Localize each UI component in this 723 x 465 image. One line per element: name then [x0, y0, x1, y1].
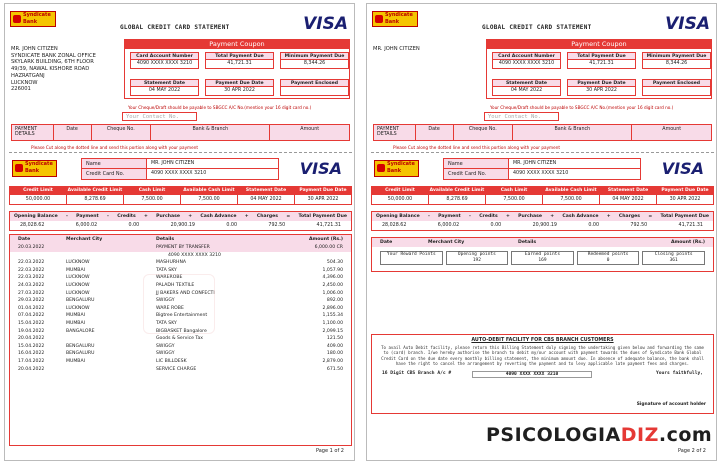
balance-op: - — [427, 214, 430, 219]
balance-label: Opening Balance — [14, 214, 58, 219]
coupon-value: 4090 XXXX XXXX 3210 — [492, 60, 561, 69]
summary-label: Payment Due Date — [657, 187, 713, 195]
statement-page-1 — [4, 3, 355, 461]
name-card-box — [443, 158, 641, 180]
coupon-label: Payment Due Date — [205, 79, 274, 87]
tx-details: SWIGGY — [156, 298, 175, 304]
tx-col: Date — [18, 237, 31, 242]
tx-details: MASHURHNA — [156, 260, 187, 266]
address-line: HAZRATGANJ — [11, 72, 45, 79]
tx-details: TATA SKY — [156, 267, 177, 273]
tx-amount: 2,879.00 — [322, 358, 343, 364]
balance-label: Total Payment Due — [298, 214, 347, 219]
tx-date: 01.04.2022 — [18, 305, 45, 311]
bank-logo-icon — [15, 164, 23, 172]
tx-city: MUMBAI — [66, 358, 85, 364]
tx-details: WAREROBE — [156, 275, 183, 281]
summary-value: 04 MAY 2022 — [250, 197, 282, 202]
customer-address — [11, 46, 116, 93]
balance-value: 20,900.19 — [532, 223, 557, 228]
coupon-value: 41,721.31 — [205, 60, 274, 69]
balance-label: Cash Advance — [562, 214, 599, 219]
bank-logo — [372, 11, 418, 27]
balance-label: Charges — [618, 214, 641, 219]
cheque-note: Your Cheque/Draft should be payable to SBGCC A/C No.(mention your 16 digit card no.) — [490, 105, 674, 110]
auto-debit-title: AUTO-DEBIT FACILITY FOR CBS BRANCH CUSTOMERS — [471, 338, 614, 343]
reward-label: Closing points — [654, 252, 693, 257]
yours-faithfully: Yours faithfully, — [655, 370, 703, 376]
balance-value: 0.00 — [128, 223, 140, 228]
tx-amount: 892.00 — [326, 298, 343, 304]
summary-value: 50,000.00 — [387, 197, 413, 202]
contact-number-field[interactable]: Your Contact No. — [484, 112, 559, 121]
summary-label: Payment Due Date — [295, 187, 351, 195]
tx-date: 20.04.2022 — [18, 336, 45, 342]
balance-op: + — [188, 214, 193, 219]
visa-logo: VISA — [303, 14, 348, 34]
coupon-label: Card Account Number — [492, 52, 561, 60]
visa-logo: VISA — [665, 14, 710, 34]
balance-op: = — [286, 214, 291, 219]
tx-city: BENGALURU — [66, 343, 95, 349]
balance-value: 792.50 — [268, 223, 286, 228]
address-line: SYNDICATE BANK ZONAL OFFICE — [11, 52, 96, 59]
customer-address — [373, 46, 478, 53]
summary-label: Statement Date — [600, 187, 656, 195]
coupon-value: 8,344.26 — [280, 60, 349, 69]
tx-date: 16.04.2022 — [18, 351, 45, 357]
reward-col: Amount (Rs.) — [670, 240, 705, 245]
table-row — [10, 366, 351, 374]
balance-label: Cash Advance — [200, 214, 237, 219]
address-line: SKYLARK BUILDING, 6TH FLOOR — [11, 59, 94, 66]
payment-col: Cheque No. — [454, 125, 514, 140]
account-number-label: 16 Digit CBS Branch A/c # — [382, 370, 452, 376]
reward-value: 0 — [606, 258, 610, 263]
account-number-field[interactable]: 4090 XXXX XXXX 3210 — [472, 371, 592, 378]
balance-op: - — [65, 214, 68, 219]
payment-enclosed-field[interactable] — [642, 87, 711, 96]
tx-date: 19.04.2022 — [18, 328, 45, 334]
tx-date: 15.04.2022 — [18, 343, 45, 349]
visa-logo: VISA — [299, 159, 342, 178]
balance-op: - — [469, 214, 471, 219]
payment-details-label: PAYMENT DETAILS — [12, 125, 54, 140]
tx-col: Amount (Rs.) — [308, 237, 343, 242]
payment-col: Date — [416, 125, 454, 140]
bank-logo-icon — [13, 15, 21, 23]
tx-col: Details — [156, 237, 175, 242]
card-label: Credit Card No. — [448, 171, 487, 177]
tx-city: MUMBAI — [66, 320, 85, 326]
balance-op: = — [648, 214, 653, 219]
tx-amount: 2,450.00 — [322, 282, 343, 288]
page-number: Page 2 of 2 — [677, 448, 706, 454]
coupon-value: 4090 XXXX XXXX 3210 — [130, 60, 199, 69]
balance-row — [371, 211, 714, 231]
payment-coupon — [124, 39, 350, 99]
tx-col: Merchant City — [66, 237, 103, 242]
tx-details: PAYMENT BY TRANSFER — [156, 245, 210, 250]
balance-label: Total Payment Due — [660, 214, 709, 219]
summary-value: 30 APR 2022 — [307, 197, 339, 202]
tx-city: MUMBAI — [66, 313, 85, 319]
coupon-value: 30 APR 2022 — [205, 87, 274, 96]
balance-label: Purchase — [518, 214, 542, 219]
reward-col: Merchant City — [428, 240, 465, 245]
payment-details-bar — [11, 124, 350, 141]
reward-value: 361 — [669, 258, 678, 263]
balance-value: 6,000.02 — [437, 223, 460, 228]
reward-cell — [577, 251, 640, 265]
payment-coupon — [486, 39, 712, 99]
summary-row — [9, 186, 352, 205]
name-label: Name — [86, 161, 101, 167]
reward-label: Earned points — [524, 252, 561, 257]
reward-label: Your Reward Points — [386, 252, 436, 257]
cut-line — [371, 152, 714, 153]
reward-cell — [380, 251, 443, 265]
balance-value: 0.00 — [490, 223, 502, 228]
bank-name: Syndicate Bank — [385, 12, 413, 25]
tx-amount: 1,057.90 — [322, 267, 343, 273]
tx-city: LUCKNOW — [66, 305, 90, 311]
tx-date: 17.04.2022 — [18, 358, 45, 364]
coupon-value: 30 APR 2022 — [567, 87, 636, 96]
coupon-label: Statement Date — [130, 79, 199, 87]
summary-label: Credit Limit — [372, 187, 428, 195]
coupon-header: Payment Coupon — [487, 40, 711, 49]
tx-details: Bigtree Entertainment — [156, 313, 208, 319]
tx-details: LIC BILLDESK — [156, 358, 187, 364]
summary-value: 7,500.00 — [141, 197, 163, 202]
bank-logo — [10, 11, 56, 27]
bank-name: Syndicate Bank — [23, 12, 51, 25]
tx-amount: 2,896.00 — [322, 305, 343, 311]
coupon-label: Total Payment Due — [567, 52, 636, 60]
tx-date: 22.03.2022 — [18, 267, 45, 273]
tx-details: SERVICE CHARGE — [156, 366, 197, 372]
watermark-accent: DIZ — [620, 424, 659, 446]
reward-cell — [511, 251, 574, 265]
balance-value: 0.00 — [226, 223, 238, 228]
statement-title: GLOBAL CREDIT CARD STATEMENT — [482, 24, 592, 31]
balance-label: Payment — [438, 214, 461, 219]
bank-logo — [12, 160, 57, 177]
cheque-note: Your Cheque/Draft should be payable to SBGCC A/C No.(mention your 16 digit card no.) — [128, 105, 312, 110]
name-card-box — [81, 158, 279, 180]
balance-label: Payment — [76, 214, 99, 219]
summary-label: Available Credit Limit — [67, 188, 123, 193]
tx-amount: 4,396.00 — [322, 275, 343, 281]
summary-row — [371, 186, 714, 205]
balance-label: Credits — [117, 214, 136, 219]
tx-amount: 409.00 — [326, 343, 343, 349]
summary-value: 8,278.69 — [446, 197, 468, 202]
summary-value: 30 APR 2022 — [669, 197, 701, 202]
reward-cell — [446, 251, 509, 265]
tx-details: Goods & Service Tax — [156, 336, 204, 342]
payment-col: Amount — [300, 127, 320, 132]
coupon-value: 8,344.26 — [642, 60, 711, 69]
balance-value: 0.00 — [588, 223, 600, 228]
payment-col: Cheque No. — [92, 125, 152, 140]
visa-logo: VISA — [661, 159, 704, 178]
cut-line — [9, 152, 352, 153]
table-row — [10, 259, 351, 267]
tx-city: LUCKNOW — [66, 275, 90, 281]
payment-col: Bank & Branch — [151, 125, 270, 140]
balance-label: Opening Balance — [376, 214, 420, 219]
watermark-suffix: .com — [658, 424, 713, 446]
table-row — [10, 358, 351, 366]
name-value: MR. JOHN CITIZEN — [508, 159, 640, 168]
tx-city — [66, 335, 156, 343]
tx-amount: 121.50 — [326, 336, 343, 342]
name-value: MR. JOHN CITIZEN — [146, 159, 278, 168]
coupon-label: Minimum Payment Due — [642, 52, 711, 60]
balance-label: Credits — [479, 214, 498, 219]
tx-amount: 6,000.00 CR — [314, 245, 343, 250]
payment-col: Amount — [662, 127, 682, 132]
reward-label: Redeemed points — [587, 252, 629, 257]
contact-number-field[interactable]: Your Contact No. — [122, 112, 197, 121]
customer-name: MR. JOHN CITIZEN — [373, 46, 420, 52]
card-line-row — [10, 252, 351, 260]
address-line: 49/39, NAWAL KISHORE ROAD — [11, 66, 90, 73]
coupon-label: Payment Due Date — [567, 79, 636, 87]
balance-op: + — [144, 214, 148, 219]
reward-cell — [642, 251, 705, 265]
summary-label: Credit Limit — [10, 187, 66, 195]
summary-value: 50,000.00 — [25, 197, 51, 202]
bank-name: Syndicate Bank — [25, 161, 53, 174]
balance-value: 6,000.02 — [75, 223, 98, 228]
tx-city: LUCKNOW — [66, 282, 90, 288]
tx-city: BENGALURU — [66, 298, 95, 304]
reward-label: Opening points — [457, 252, 496, 257]
tx-date: 20.04.2022 — [18, 366, 45, 372]
tx-details: JJ BAKERS AND CONFECTI — [156, 290, 215, 296]
coupon-label: Total Payment Due — [205, 52, 274, 60]
tx-amount: 1,155.34 — [322, 313, 343, 319]
tx-details: BIGBASKET Bangalore — [156, 328, 207, 334]
balance-value: 20,900.19 — [170, 223, 195, 228]
summary-label: Available Cash Limit — [543, 187, 599, 195]
tx-amount: 180.00 — [326, 351, 343, 357]
bank-logo — [374, 160, 419, 177]
balance-value: 41,721.31 — [678, 223, 703, 228]
summary-label: Statement Date — [238, 187, 294, 195]
balance-value: 41,721.31 — [316, 223, 341, 228]
balance-op: + — [244, 214, 249, 219]
coupon-label: Minimum Payment Due — [280, 52, 349, 60]
tx-date: 27.03.2022 — [18, 290, 45, 296]
coupon-value: 41,721.31 — [567, 60, 636, 69]
coupon-label: Statement Date — [492, 79, 561, 87]
tx-city: LUCKNOW — [66, 260, 90, 266]
table-row — [10, 244, 351, 252]
tx-details: PALADH TEXTILE — [156, 282, 195, 288]
tx-card-line: 4090 XXXX XXXX 3210 — [168, 252, 221, 258]
balance-label: Purchase — [156, 214, 180, 219]
coupon-label: Card Account Number — [130, 52, 199, 60]
summary-label: Available Credit Limit — [429, 188, 485, 193]
coupon-label: Payment Enclosed — [642, 79, 711, 87]
name-label: Name — [448, 161, 463, 167]
card-label: Credit Card No. — [86, 171, 125, 177]
tx-date: 07.04.2022 — [18, 313, 45, 319]
coupon-label: Payment Enclosed — [280, 79, 349, 87]
tx-amount: 2,099.15 — [322, 328, 343, 334]
tx-city: BANGALORE — [66, 328, 95, 334]
payment-col: Date — [54, 125, 92, 140]
summary-value: 8,278.69 — [84, 197, 106, 202]
balance-op: + — [550, 214, 555, 219]
tx-city: MUMBAI — [66, 267, 85, 273]
bank-name: Syndicate Bank — [387, 161, 415, 174]
page-number: Page 1 of 2 — [315, 448, 344, 454]
reward-points-table — [371, 237, 714, 272]
tx-amount: 504.30 — [326, 260, 343, 266]
tx-amount: 1,006.00 — [322, 290, 343, 296]
reward-col: Date — [380, 240, 393, 245]
tx-date: 22.03.2022 — [18, 275, 45, 281]
tx-date: 22.03.2022 — [18, 260, 45, 266]
reward-value: 169 — [538, 258, 547, 263]
balance-op: - — [107, 214, 109, 219]
payment-col: Bank & Branch — [513, 125, 632, 140]
balance-label: Charges — [256, 214, 279, 219]
watermark-prefix: PSICOLOGIA — [486, 424, 621, 446]
tx-amount: 671.50 — [326, 366, 343, 372]
coupon-value: 04 MAY 2022 — [492, 87, 561, 96]
payment-details-bar — [373, 124, 712, 141]
summary-value: 04 MAY 2022 — [612, 197, 644, 202]
transactions-table — [9, 234, 352, 446]
coupon-header: Payment Coupon — [125, 40, 349, 49]
statement-title: GLOBAL CREDIT CARD STATEMENT — [120, 24, 230, 31]
tx-amount: 1,100.00 — [322, 320, 343, 326]
balance-row — [9, 211, 352, 231]
table-row — [10, 343, 351, 351]
tx-city — [66, 366, 156, 374]
tx-date: 15.04.2022 — [18, 320, 45, 326]
tx-details: SWIGGY — [156, 343, 175, 349]
tx-city: LUCKNOW — [66, 290, 90, 296]
payment-enclosed-field[interactable] — [280, 87, 349, 96]
customer-name: MR. JOHN CITIZEN — [11, 46, 58, 52]
coupon-value: 04 MAY 2022 — [130, 87, 199, 96]
detach-note: Please Cut along the dotted line and send this portion along with your payment — [31, 145, 198, 150]
tx-city: BENGALURU — [66, 351, 95, 357]
detach-note: Please Cut along the dotted line and send this portion along with your payment — [393, 145, 560, 150]
bank-logo-icon — [377, 164, 385, 172]
summary-label: Available Cash Limit — [181, 187, 237, 195]
tx-date: 29.03.2022 — [18, 298, 45, 304]
watermark-shape — [143, 274, 215, 334]
card-value: 4090 XXXX XXXX 3210 — [508, 169, 640, 179]
table-row — [10, 335, 351, 343]
reward-col: Details — [518, 240, 537, 245]
balance-op: + — [606, 214, 611, 219]
reward-value: 192 — [472, 258, 481, 263]
address-line: LUCKNOW — [11, 79, 38, 86]
balance-op: + — [506, 214, 510, 219]
card-value: 4090 XXXX XXXX 3210 — [146, 169, 278, 179]
tx-details: SWIGGY — [156, 351, 175, 357]
tx-date: 24.03.2022 — [18, 282, 45, 288]
summary-label: Cash Limit — [486, 187, 542, 195]
statement-page-2 — [366, 3, 717, 461]
summary-label: Cash Limit — [124, 187, 180, 195]
auto-debit-text: To avail Auto Debit facility, please return this Billing Statement duly signing the undertaking given below and forwarding the same to (card) branch. I/we hereby authorise the branch to debit my/our account with payment towards the dues of Syndicate Bank Global Credit Card on the due date every monthly billing statement, the minimum amount due. In absence of adequate balance, the bank shall have the right to cancel the arrangement by reverting the payment and to levy applicable late payment fees and charges. — [381, 345, 704, 367]
summary-value: 7,500.00 — [560, 197, 582, 202]
balance-value: 28,028.62 — [382, 223, 407, 228]
address-line: 226001 — [11, 86, 31, 93]
tx-date: 20.03.2022 — [18, 245, 45, 250]
bank-logo-icon — [375, 15, 383, 23]
balance-value: 28,028.62 — [20, 223, 45, 228]
summary-value: 7,500.00 — [503, 197, 525, 202]
balance-value: 792.50 — [630, 223, 648, 228]
tx-details: WARE ROBE — [156, 305, 184, 311]
payment-details-label: PAYMENT DETAILS — [374, 125, 416, 140]
table-row — [10, 350, 351, 358]
summary-value: 7,500.00 — [198, 197, 220, 202]
watermark-logo — [486, 424, 712, 446]
tx-details: TATA SKY — [156, 320, 177, 326]
signature-label: Signature of account holder — [636, 402, 706, 407]
